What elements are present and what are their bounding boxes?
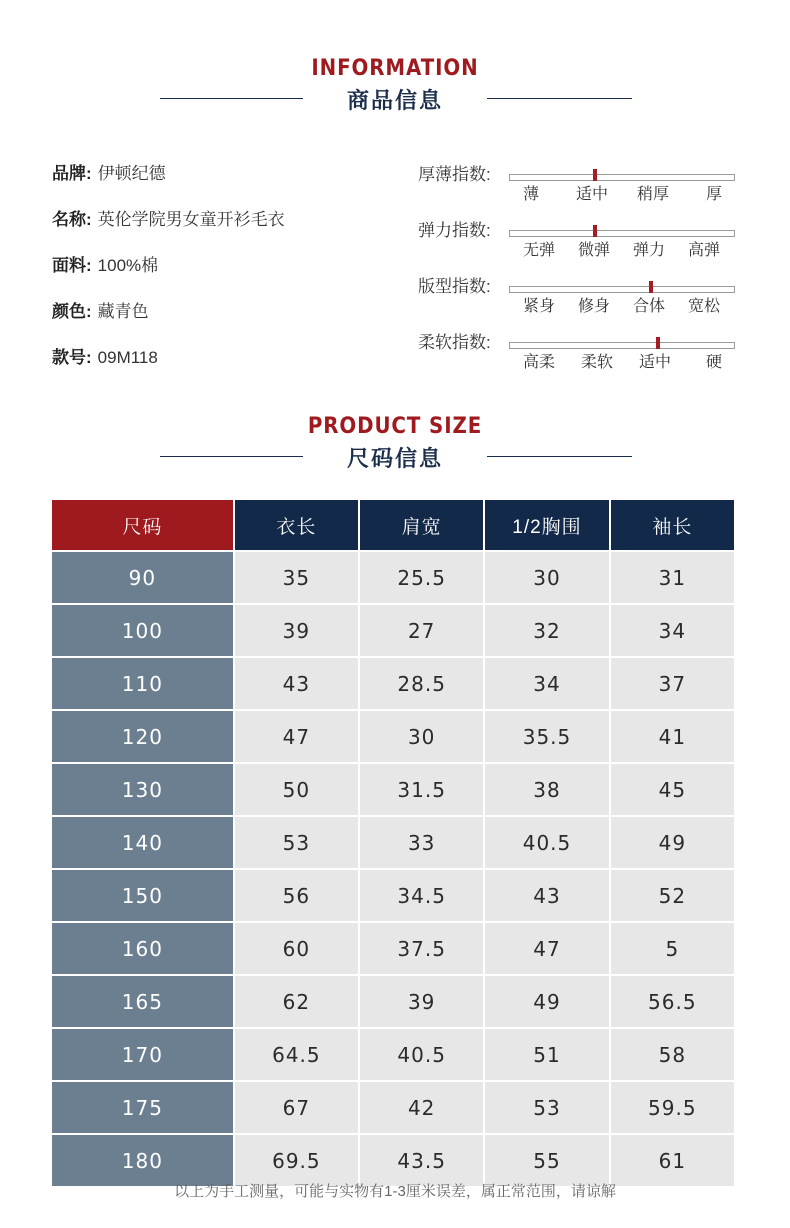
measurement-cell: 56.5 — [611, 976, 734, 1027]
name-row — [52, 209, 285, 231]
index-option: 厚 — [706, 186, 723, 203]
table-row — [52, 764, 734, 815]
index-marker — [593, 169, 597, 181]
measurement-cell: 69.5 — [235, 1135, 358, 1186]
table-row — [52, 552, 734, 603]
index-label: 柔软指数: — [418, 333, 491, 352]
measurement-cell: 42 — [360, 1082, 483, 1133]
table-row — [52, 923, 734, 974]
index-option: 修身 — [578, 298, 611, 315]
index-option: 宽松 — [688, 298, 721, 315]
information-title-cn: 商品信息 — [346, 88, 443, 113]
measurement-cell: 55 — [485, 1135, 608, 1186]
size-table-header-row — [52, 500, 734, 550]
measurement-cell: 64.5 — [235, 1029, 358, 1080]
measurement-cell: 34 — [611, 605, 734, 656]
measurement-cell: 53 — [235, 817, 358, 868]
size-table — [50, 498, 736, 1188]
softness-index — [418, 332, 748, 372]
table-row — [52, 870, 734, 921]
divider-left — [160, 98, 303, 99]
brand-row — [52, 163, 166, 185]
table-row — [52, 817, 734, 868]
table-row — [52, 976, 734, 1027]
measurement-cell: 39 — [235, 605, 358, 656]
attr-value: 09M118 — [97, 348, 158, 367]
index-option: 紧身 — [523, 298, 556, 315]
measurement-cell: 39 — [360, 976, 483, 1027]
index-marker — [593, 225, 597, 237]
measurement-cell: 34 — [485, 658, 608, 709]
attr-value: 100%棉 — [97, 256, 159, 275]
measurement-cell: 35 — [235, 552, 358, 603]
measurement-cell: 51 — [485, 1029, 608, 1080]
index-option: 柔软 — [581, 354, 614, 371]
index-label: 版型指数: — [418, 277, 491, 296]
index-option: 薄 — [523, 186, 540, 203]
index-option: 硬 — [706, 354, 723, 371]
attr-key: 款号: — [52, 348, 92, 367]
size-cell: 160 — [52, 923, 233, 974]
divider-left — [160, 456, 303, 457]
measurement-cell: 30 — [485, 552, 608, 603]
size-cell: 130 — [52, 764, 233, 815]
elasticity-index — [418, 220, 748, 260]
measurement-cell: 25.5 — [360, 552, 483, 603]
attr-key: 品牌: — [52, 164, 92, 183]
header-sleeve: 袖长 — [611, 500, 734, 550]
index-scale-bar — [509, 286, 735, 293]
measurement-cell: 31 — [611, 552, 734, 603]
index-option: 合体 — [633, 298, 666, 315]
measurement-cell: 32 — [485, 605, 608, 656]
measurement-cell: 47 — [485, 923, 608, 974]
index-option: 微弹 — [578, 242, 611, 259]
index-option: 高弹 — [688, 242, 721, 259]
index-option: 弹力 — [633, 242, 666, 259]
size-cell: 90 — [52, 552, 233, 603]
measurement-cell: 50 — [235, 764, 358, 815]
index-label: 厚薄指数: — [418, 165, 491, 184]
index-label: 弹力指数: — [418, 221, 491, 240]
information-header — [0, 56, 790, 116]
divider-right — [487, 98, 632, 99]
size-cell: 170 — [52, 1029, 233, 1080]
size-title-en: PRODUCT SIZE — [307, 414, 483, 439]
index-option: 高柔 — [523, 354, 556, 371]
header-size: 尺码 — [52, 500, 233, 550]
color-row — [52, 301, 149, 323]
index-marker — [656, 337, 660, 349]
measurement-cell: 27 — [360, 605, 483, 656]
measurement-cell: 5 — [611, 923, 734, 974]
measurement-note: 以上为手工测量，可能与实物有1-3厘米误差，属正常范围，请谅解 — [174, 1183, 616, 1200]
header-shoulder: 肩宽 — [360, 500, 483, 550]
size-cell: 165 — [52, 976, 233, 1027]
measurement-cell: 45 — [611, 764, 734, 815]
measurement-cell: 37 — [611, 658, 734, 709]
index-marker — [649, 281, 653, 293]
attr-value: 伊顿纪德 — [97, 164, 166, 183]
measurement-cell: 43.5 — [360, 1135, 483, 1186]
size-cell: 120 — [52, 711, 233, 762]
measurement-cell: 61 — [611, 1135, 734, 1186]
header-length: 衣长 — [235, 500, 358, 550]
table-row — [52, 605, 734, 656]
table-row — [52, 1029, 734, 1080]
size-cell: 110 — [52, 658, 233, 709]
table-row — [52, 658, 734, 709]
size-table-body — [52, 552, 734, 1186]
size-cell: 180 — [52, 1135, 233, 1186]
table-row — [52, 1082, 734, 1133]
measurement-cell: 30 — [360, 711, 483, 762]
information-title-en: INFORMATION — [311, 56, 479, 81]
measurement-cell: 33 — [360, 817, 483, 868]
size-cell: 140 — [52, 817, 233, 868]
size-cell: 100 — [52, 605, 233, 656]
index-scale-bar — [509, 174, 735, 181]
divider-right — [487, 456, 632, 457]
measurement-cell: 47 — [235, 711, 358, 762]
table-row — [52, 711, 734, 762]
measurement-cell: 53 — [485, 1082, 608, 1133]
measurement-cell: 62 — [235, 976, 358, 1027]
measurement-cell: 49 — [485, 976, 608, 1027]
measurement-cell: 31.5 — [360, 764, 483, 815]
measurement-cell: 34.5 — [360, 870, 483, 921]
index-option: 适中 — [639, 354, 672, 371]
size-title-cn: 尺码信息 — [346, 446, 443, 471]
index-option: 稍厚 — [637, 186, 670, 203]
style-number-row — [52, 347, 158, 369]
measurement-cell: 38 — [485, 764, 608, 815]
measurement-cell: 49 — [611, 817, 734, 868]
measurement-cell: 58 — [611, 1029, 734, 1080]
measurement-cell: 37.5 — [360, 923, 483, 974]
fabric-row — [52, 255, 158, 277]
attr-key: 名称: — [52, 210, 92, 229]
measurement-cell: 59.5 — [611, 1082, 734, 1133]
measurement-cell: 52 — [611, 870, 734, 921]
size-cell: 175 — [52, 1082, 233, 1133]
measurement-cell: 40.5 — [360, 1029, 483, 1080]
measurement-cell: 40.5 — [485, 817, 608, 868]
measurement-cell: 60 — [235, 923, 358, 974]
header-chest: 1/2胸围 — [485, 500, 608, 550]
measurement-cell: 28.5 — [360, 658, 483, 709]
attr-key: 颜色: — [52, 302, 92, 321]
index-scale-bar — [509, 342, 735, 349]
measurement-cell: 67 — [235, 1082, 358, 1133]
attr-value: 英伦学院男女童开衫毛衣 — [97, 210, 285, 229]
fit-index — [418, 276, 748, 316]
measurement-cell: 35.5 — [485, 711, 608, 762]
attr-key: 面料: — [52, 256, 92, 275]
index-option: 适中 — [576, 186, 609, 203]
attr-value: 藏青色 — [97, 302, 149, 321]
measurement-cell: 43 — [235, 658, 358, 709]
measurement-cell: 56 — [235, 870, 358, 921]
index-option: 无弹 — [523, 242, 556, 259]
table-row — [52, 1135, 734, 1186]
measurement-cell: 41 — [611, 711, 734, 762]
thickness-index — [418, 164, 748, 204]
index-scale-bar — [509, 230, 735, 237]
measurement-cell: 43 — [485, 870, 608, 921]
size-cell: 150 — [52, 870, 233, 921]
size-header — [0, 414, 790, 474]
